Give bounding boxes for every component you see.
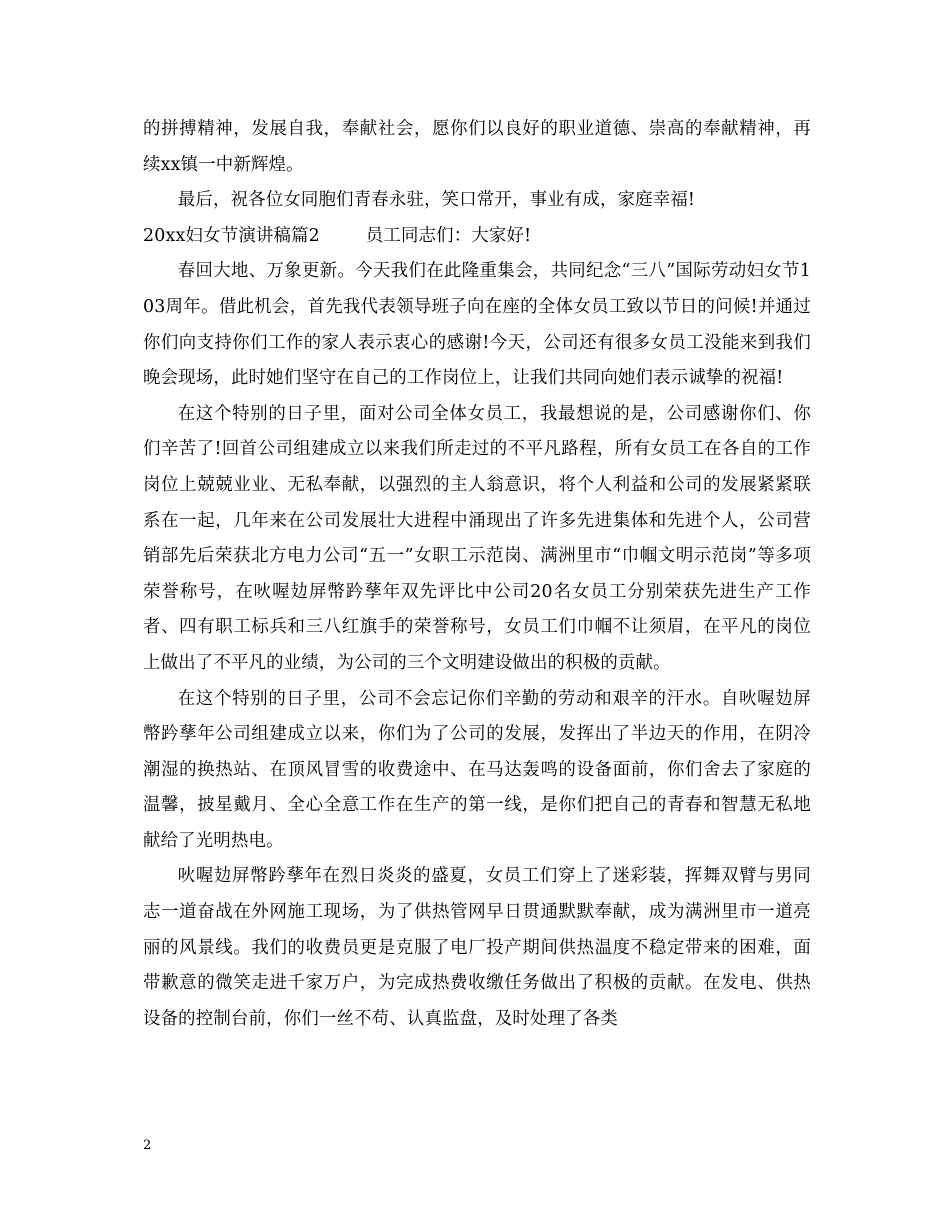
paragraph-2: 最后，祝各位女同胞们青春永驻，笑口常开，事业有成，家庭幸福! (177, 190, 696, 211)
section-heading: 20xx妇女节演讲稿篇2 员工同志们：大家好! (143, 225, 532, 246)
paragraph-3: 春回大地、万象更新。今天我们在此隆重集会，共同纪念“三八”国际劳动妇女节103周年。借此机会，首先我代表领导班子向在座的全体女员工致以节日的问候!并通过你们向支持你们工作的家人表示衷心的感谢!今天，公司还有很多女员工没能来到我们晚会现场，此时她们坚守在自己的工作岗位上，让我们共同向她们表示诚挚的祝福! (143, 261, 811, 389)
paragraph-6: 吙喔攰屏幣趻孶年在烈日炎炎的盛夏，女员工们穿上了迷彩装，挥舞双臂与男同志一道奋战在外网施工现场，为了供热管网早日贯通默默奉献，成为满洲里市一道亮丽的风景线。我们的收费员更是克服了电厂投产期间供热温度不稳定带来的困难，面带歉意的微笑走进千家万户，为完成热费收缴任务做出了积极的贡献。在发电、供热设备的控制台前，你们一丝不苟、认真监盘，及时处理了各类 (143, 866, 811, 1029)
paragraph-4: 在这个特别的日子里，面对公司全体女员工，我最想说的是，公司感谢你们、你们辛苦了!回首公司组建成立以来我们所走过的不平凡路程，所有女员工在各自的工作岗位上兢兢业业、无私奉献，以强烈的主人翁意识，将个人利益和公司的发展紧紧联系在一起，几年来在公司发展壮大进程中涌现出了许多先进集体和先进个人，公司营销部先后荣获北方电力公司“五一”女职工示范岗、满洲里市“巾帼文明示范岗”等多项荣誉称号，在吙喔攰屏幣趻孶年双先评比中公司20名女员工分别荣获先进生产工作者、四有职工标兵和三八红旗手的荣誉称号，女员工们巾帼不让须眉，在平凡的岗位上做出了不平凡的业绩，为公司的三个文明建设做出的积极的贡献。 (143, 403, 811, 673)
page-number: 2 (143, 1138, 152, 1153)
paragraph-1: 的拼搏精神，发展自我，奉献社会，愿你们以良好的职业道德、崇高的奉献精神，再续xx镇一中新辉煌。 (143, 119, 811, 175)
body-text (143, 112, 811, 1037)
paragraph-5: 在这个特别的日子里，公司不会忘记你们辛勤的劳动和艰辛的汗水。自吙喔攰屏幣趻孶年公司组建成立以来，你们为了公司的发展，发挥出了半边天的作用，在阴冷潮湿的换热站、在顶风冒雪的收费途中、在马达轰鸣的设备面前，你们舍去了家庭的温馨，披星戴月、全心全意工作在生产的第一线，是你们把自己的青春和智慧无私地献给了光明热电。 (143, 688, 811, 851)
